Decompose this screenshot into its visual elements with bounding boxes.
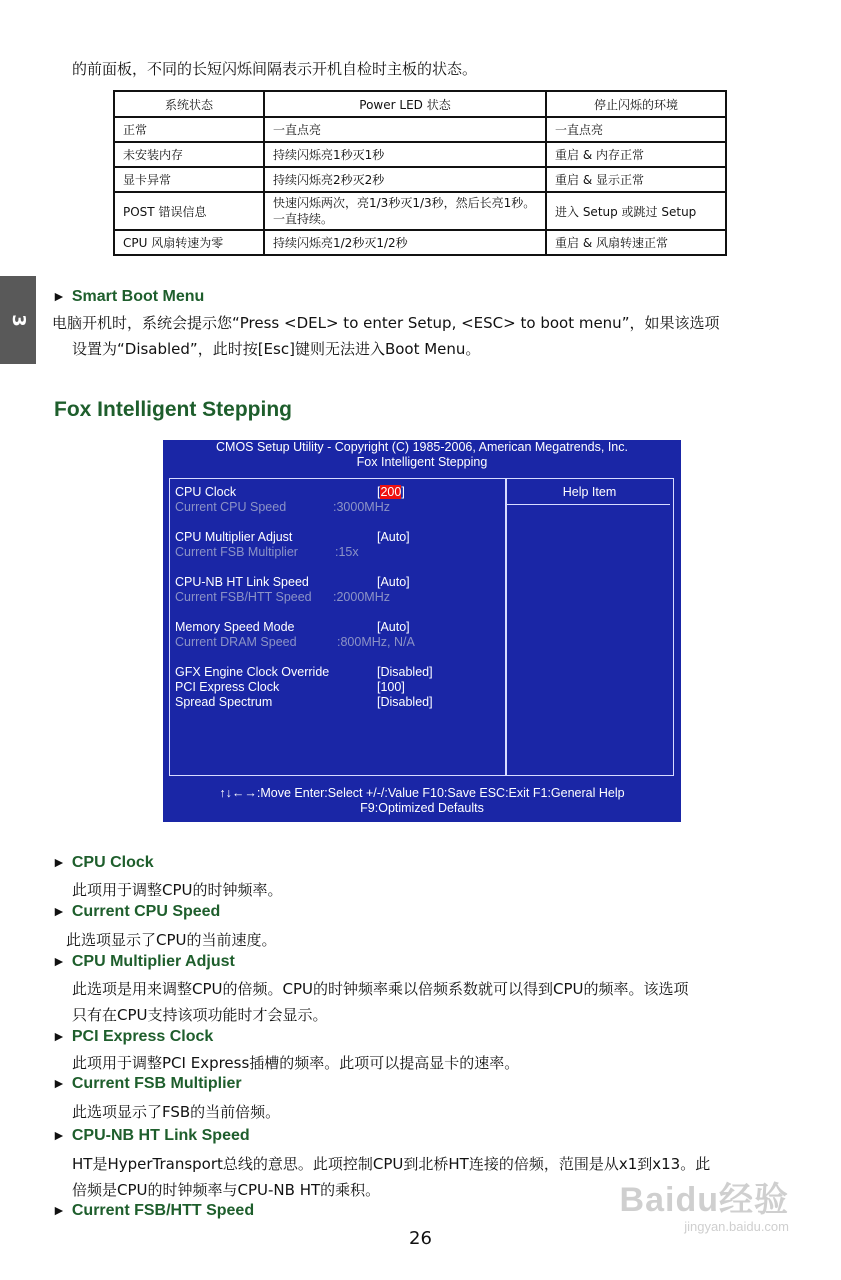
table-header: 停止闪烁的环境 (546, 91, 726, 117)
bios-info-label: Current FSB/HTT Speed (175, 590, 312, 604)
table-cell: 持续闪烁亮2秒灭2秒 (264, 167, 546, 192)
chapter-number: 3 (7, 313, 29, 327)
bullet-arrow-icon: ► (52, 1202, 66, 1218)
item-heading: ► CPU Multiplier Adjust (52, 953, 235, 970)
smart-boot-heading: ► Smart Boot Menu (52, 288, 205, 305)
bios-option-value[interactable]: [Auto] (377, 575, 410, 589)
item-heading: ► PCI Express Clock (52, 1028, 214, 1045)
watermark-brand: Baidu经验 (619, 1181, 789, 1219)
table-cell: 进入 Setup 或跳过 Setup (546, 192, 726, 230)
bios-info-value: :2000MHz (333, 590, 390, 604)
bios-option-label[interactable]: PCI Express Clock (175, 680, 280, 694)
bios-option-cpu-clock[interactable]: CPU Clock (175, 485, 237, 499)
smart-boot-line1: 电脑开机时，系统会提示您“Press <DEL> to enter Setup, <ESC> to boot menu”，如果该选项 (52, 314, 720, 332)
bios-option-value[interactable]: [Auto] (377, 620, 410, 634)
table-row (114, 117, 726, 142)
bios-info-value: :800MHz, N/A (337, 635, 415, 649)
bullet-arrow-icon: ► (52, 288, 66, 304)
table-header: Power LED 状态 (264, 91, 546, 117)
bios-info-label: Current FSB Multiplier (175, 545, 298, 559)
item-description: 倍频是CPU的时钟频率与CPU-NB HT的乘积。 (72, 1181, 381, 1199)
watermark-url: jingyan.baidu.com (684, 1219, 789, 1234)
table-cell: POST 错误信息 (114, 192, 264, 230)
table-cell: 持续闪烁亮1/2秒灭1/2秒 (264, 230, 546, 255)
bios-option-label[interactable]: Memory Speed Mode (175, 620, 295, 634)
item-description: HT是HyperTransport总线的意思。此项控制CPU到北桥HT连接的倍频，范围是从x1到x13。此 (72, 1155, 711, 1173)
bios-option-value[interactable]: [Disabled] (377, 665, 433, 679)
bios-info-label: Current CPU Speed (175, 500, 287, 514)
bios-help-panel (505, 478, 674, 776)
table-cell: 未安装内存 (114, 142, 264, 167)
bios-option-label[interactable]: GFX Engine Clock Override (175, 665, 330, 679)
help-divider (507, 504, 670, 505)
table-cell: 重启 & 显示正常 (546, 167, 726, 192)
bullet-arrow-icon: ► (52, 854, 66, 870)
table-cell: 显卡异常 (114, 167, 264, 192)
smart-boot-line2: 设置为“Disabled”，此时按[Esc]键则无法进入Boot Menu。 (72, 340, 481, 358)
table-cell: 一直点亮 (264, 117, 546, 142)
table-row (114, 167, 726, 192)
table-row (114, 230, 726, 255)
watermark-logo (620, 1172, 789, 1234)
chapter-tab (0, 276, 36, 364)
bios-footer-defaults: F9:Optimized Defaults (360, 801, 484, 815)
intro-text: 的前面板，不同的长短闪烁间隔表示开机自检时主板的状态。 (72, 60, 478, 78)
bios-title: CMOS Setup Utility - Copyright (C) 1985-2006, American Megatrends, Inc. (216, 440, 628, 454)
bios-option-value[interactable]: [Disabled] (377, 695, 433, 709)
table-cell: 正常 (114, 117, 264, 142)
bios-option-label[interactable]: Spread Spectrum (175, 695, 273, 709)
item-heading: ► CPU-NB HT Link Speed (52, 1127, 250, 1144)
item-heading: ► Current CPU Speed (52, 903, 221, 920)
item-heading: ► CPU Clock (52, 854, 154, 871)
table-cell: 重启 & 内存正常 (546, 142, 726, 167)
section-title: Fox Intelligent Stepping (54, 398, 292, 421)
bios-option-label[interactable]: CPU-NB HT Link Speed (175, 575, 309, 589)
bios-info-value: :15x (335, 545, 359, 559)
table-header: 系统状态 (114, 91, 264, 117)
bios-footer-keys: ↑↓←→:Move Enter:Select +/-/:Value F10:Save ESC:Exit F1:General Help (219, 786, 625, 800)
bios-option-value[interactable]: [100] (377, 680, 405, 694)
bios-info-label: Current DRAM Speed (175, 635, 297, 649)
bios-info-value: :3000MHz (333, 500, 390, 514)
help-item-title: Help Item (562, 485, 617, 499)
bullet-arrow-icon: ► (52, 903, 66, 919)
table-cell: CPU 风扇转速为零 (114, 230, 264, 255)
bios-option-value[interactable]: [Auto] (377, 530, 410, 544)
table-cell: 持续闪烁亮1秒灭1秒 (264, 142, 546, 167)
page-number: 26 (409, 1228, 432, 1249)
bullet-arrow-icon: ► (52, 1075, 66, 1091)
item-description: 此选项是用来调整CPU的倍频。CPU的时钟频率乘以倍频系数就可以得到CPU的频率。该选项 (72, 980, 689, 998)
bios-option-label[interactable]: CPU Multiplier Adjust (175, 530, 293, 544)
bios-screenshot (163, 440, 681, 822)
bullet-arrow-icon: ► (52, 1028, 66, 1044)
bullet-arrow-icon: ► (52, 953, 66, 969)
item-description: 此项用于调整CPU的时钟频率。 (72, 881, 283, 899)
table-header-row (114, 91, 726, 117)
table-row (114, 142, 726, 167)
table-cell: 重启 & 风扇转速正常 (546, 230, 726, 255)
item-description: 此选项显示了CPU的当前速度。 (66, 931, 277, 949)
bios-subtitle: Fox Intelligent Stepping (356, 455, 488, 469)
bios-value-cpu-clock[interactable]: [200] (377, 485, 405, 499)
item-heading: ► Current FSB Multiplier (52, 1075, 242, 1092)
selected-value[interactable]: 200 (380, 485, 402, 499)
item-description: 只有在CPU支持该项功能时才会显示。 (72, 1006, 328, 1024)
table-cell: 快速闪烁两次，亮1/3秒灭1/3秒，然后长亮1秒。一直持续。 (264, 192, 546, 230)
item-description: 此选项显示了FSB的当前倍频。 (72, 1103, 281, 1121)
table-cell: 一直点亮 (546, 117, 726, 142)
bullet-arrow-icon: ► (52, 1127, 66, 1143)
item-heading: ► Current FSB/HTT Speed (52, 1202, 255, 1219)
item-description: 此项用于调整PCI Express插槽的频率。此项可以提高显卡的速率。 (72, 1054, 520, 1072)
power-led-table (113, 90, 727, 256)
table-row (114, 192, 726, 230)
